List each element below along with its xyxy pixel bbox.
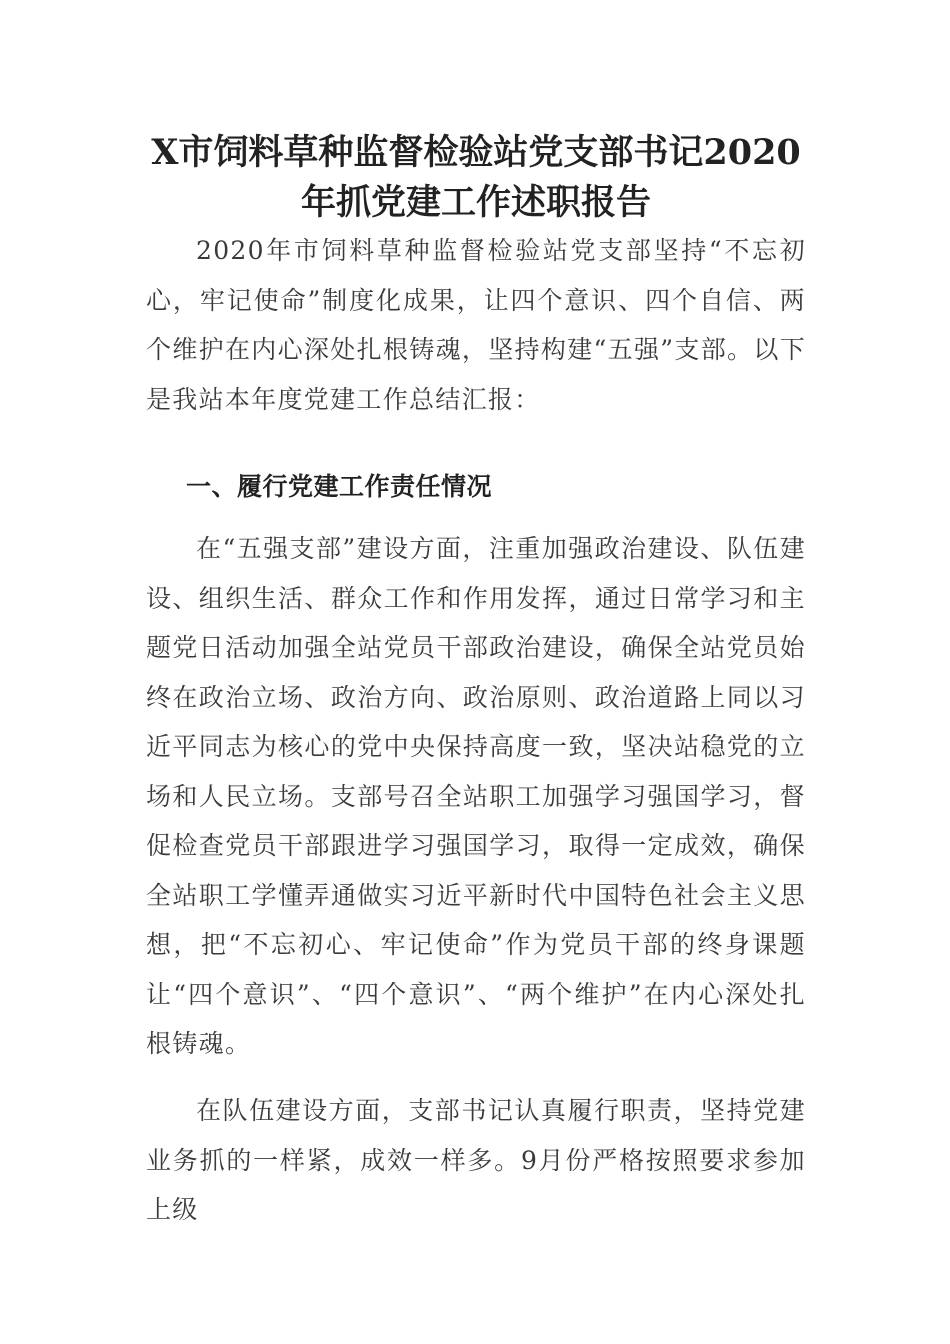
section-heading: 一、履行党建工作责任情况: [186, 472, 493, 501]
section-paragraph-1: 在“五强支部”建设方面，注重加强政治建设、队伍建设、组织生活、群众工作和作用发挥，通过日常学习和主题党日活动加强全站党员干部政治建设，确保全站党员始终在政治立场、政治方向、政治原则、政治道路上同以习近平同志为核心的党中央保持高度一致，坚决站稳党的立场和人民立场。支部号召全站职工加强学习强国学习，督促检查党员干部跟进学习强国学习，取得一定成效，确保全站职工学懂弄通做实习近平新时代中国特色社会主义思想，把“不忘初心、牢记使命”作为党员干部的终身课题让“四个意识”、“四个意识”、“两个维护”在内心深处扎根铸魂。: [146, 534, 806, 1058]
document-page: [146, 0, 806, 1344]
intro-paragraph: 2020年市饲料草种监督检验站党支部坚持“不忘初心，牢记使命”制度化成果，让四个意识、四个自信、两个维护在内心深处扎根铸魂，坚持构建“五强”支部。以下是我站本年度党建工作总结汇报：: [146, 236, 806, 414]
section-paragraph-2: 在队伍建设方面，支部书记认真履行职责，坚持党建业务抓的一样紧，成效一样多。9月份严格按照要求参加上级: [146, 1096, 806, 1224]
document-title: X市饲料草种监督检验站党支部书记2020年抓党建工作述职报告: [151, 132, 801, 223]
